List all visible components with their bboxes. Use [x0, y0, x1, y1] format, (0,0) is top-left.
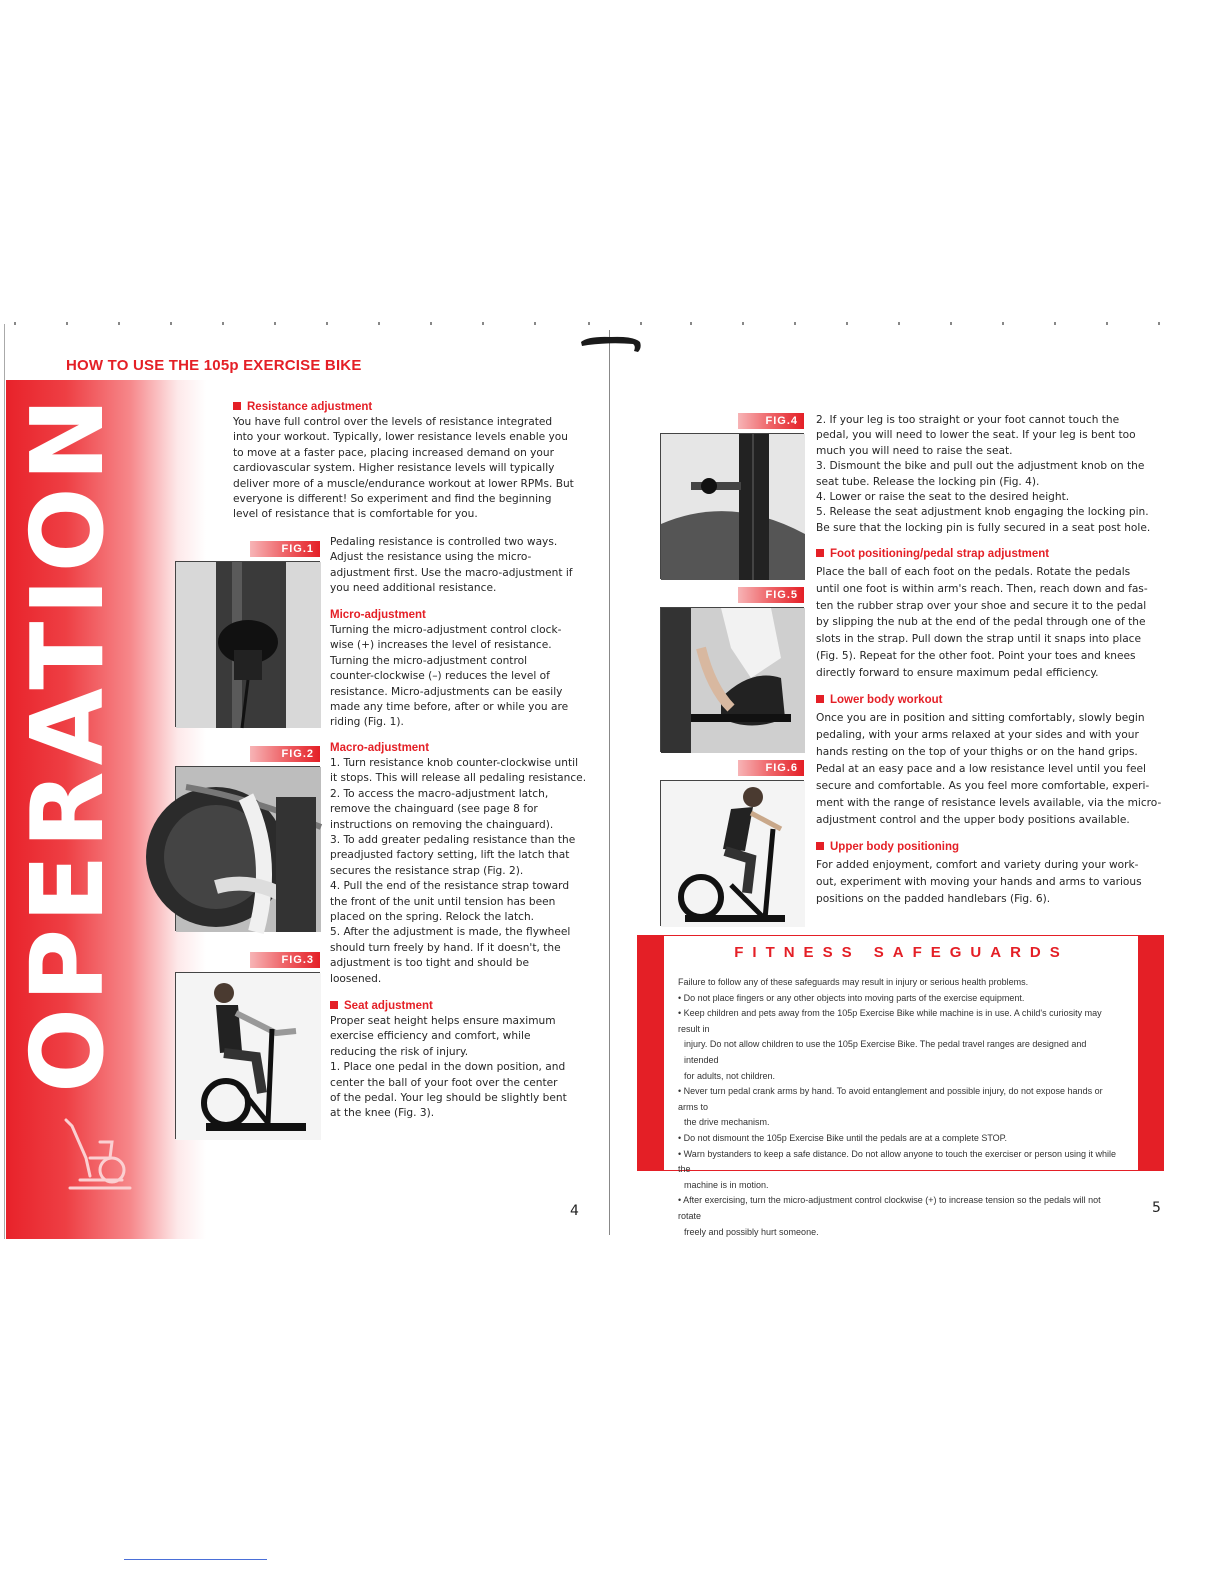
text-line: resistance. Micro-adjustments can be easily	[330, 685, 563, 698]
text-line: 1. Turn resistance knob counter-clockwise until	[330, 757, 579, 769]
pedal-strap-image	[661, 608, 805, 753]
crop-tick	[640, 322, 642, 325]
text-line: directly forward to ensure maximum pedal efficiency.	[816, 666, 1099, 679]
text-line: preadjusted factory setting, lift the latch that	[330, 849, 570, 862]
seat-heading	[330, 1000, 433, 1012]
safeguard-item-cont: for adults, not children.	[684, 1070, 776, 1081]
text-line: Pedaling resistance is controlled two ways.	[330, 536, 558, 548]
pedaling-body	[330, 535, 600, 597]
bullet-square-icon	[816, 549, 824, 557]
text-line: to move at a faster pace, placing increased demand on your	[233, 446, 554, 459]
text-line: counter-clockwise (–) reduces the level of	[330, 670, 550, 683]
crop-tick	[170, 322, 172, 325]
fig1-label: FIG.1	[250, 541, 320, 557]
crop-marks	[0, 322, 1224, 326]
text-line: at the knee (Fig. 3).	[330, 1107, 435, 1120]
text-line: secures the resistance strap (Fig. 2).	[330, 864, 524, 877]
crop-tick	[222, 322, 224, 325]
upper-body-rider-image	[661, 781, 805, 927]
text-line: Adjust the resistance using the micro-	[330, 551, 532, 564]
crop-tick	[588, 322, 590, 325]
macro-body	[330, 756, 605, 987]
lower-body	[816, 710, 1176, 829]
crop-tick	[690, 322, 692, 325]
text-line: (Fig. 5). Repeat for the other foot. Point your toes and knees	[816, 649, 1136, 662]
text-line: 2. To access the macro-adjustment latch,	[330, 787, 549, 800]
macro-heading: Macro-adjustment	[330, 742, 430, 754]
safeguard-item-cont: the drive mechanism.	[684, 1117, 770, 1128]
bullet-square-icon	[816, 842, 824, 850]
micro-body	[330, 623, 600, 731]
upper-body	[816, 857, 1176, 908]
text-line: reducing the risk of injury.	[330, 1045, 469, 1058]
fig4-label: FIG.4	[738, 413, 804, 429]
text-line: by slipping the nub at the end of the pedal through one of the	[816, 616, 1146, 629]
foot-body	[816, 564, 1176, 682]
sidebar-word-text: OPERATION	[9, 391, 126, 1093]
foot-heading	[816, 548, 1049, 560]
seat-post-image	[661, 434, 805, 580]
crop-tick	[66, 322, 68, 325]
safeguard-item-cont: machine is in motion.	[684, 1179, 769, 1190]
crop-tick	[274, 322, 276, 325]
crop-tick	[534, 322, 536, 325]
text-line: instructions on removing the chainguard).	[330, 818, 554, 831]
crop-tick	[742, 322, 744, 325]
crop-tick	[378, 322, 380, 325]
text-line: 1. Place one pedal in the down position, and	[330, 1061, 566, 1074]
fig6-label: FIG.6	[738, 760, 804, 776]
safeguard-item: • Do not place fingers or any other objects into moving parts of the exercise equipment.	[678, 992, 1025, 1003]
safeguard-item: • Never turn pedal crank arms by hand. To avoid entanglement and possible injury, do not expose hands or arms to	[678, 1086, 1103, 1112]
fig3-label: FIG.3	[250, 952, 320, 968]
crop-tick	[326, 322, 328, 325]
crop-tick	[1002, 322, 1004, 325]
safeguard-item-cont: freely and possibly hurt someone.	[684, 1226, 819, 1237]
text-line: 3. To add greater pedaling resistance than the	[330, 834, 576, 847]
crop-tick	[482, 322, 484, 325]
text-line: out, experiment with moving your hands and arms to various	[816, 876, 1142, 888]
text-line: slots in the strap. Pull down the strap until it snaps into place	[816, 633, 1142, 646]
safeguards-intro: Failure to follow any of these safeguards may result in injury or serious health problems.	[678, 977, 1029, 987]
text-line: level of resistance that is comfortable for you.	[233, 508, 478, 521]
text-line: should turn freely by hand. If it doesn't, the	[330, 941, 561, 954]
fig5-label: FIG.5	[738, 587, 804, 603]
text-line: ten the rubber strap over your shoe and secure it to the pedal	[816, 599, 1147, 612]
fig2-photo	[175, 766, 320, 931]
text-line: adjustment is too tight and should be	[330, 957, 529, 970]
text-line: exercise efficiency and comfort, while	[330, 1030, 531, 1043]
crop-tick	[118, 322, 120, 325]
resistance-strap-image	[176, 767, 321, 932]
crop-tick	[950, 322, 952, 325]
crop-tick	[14, 322, 16, 325]
text-line: you need additional resistance.	[330, 582, 497, 595]
resistance-heading	[233, 401, 372, 413]
text-line: secure and comfortable. As you feel more comfortable, experi-	[816, 780, 1150, 792]
micro-heading: Micro-adjustment	[330, 609, 426, 621]
text-line: Be sure that the locking pin is fully secured in a seat post hole.	[816, 521, 1151, 534]
text-line: You have full control over the levels of resistance integrated	[233, 416, 553, 428]
resistance-body	[233, 415, 593, 523]
text-line: until one foot is within arm's reach. Then, reach down and fas-	[816, 582, 1148, 595]
text-line: much you will need to raise the seat.	[816, 444, 1013, 457]
foot-heading-text: Foot positioning/pedal strap adjustment	[830, 548, 1050, 560]
text-line: it stops. This will release all pedaling resistance.	[330, 772, 587, 785]
text-line: wise (+) increases the level of resistance.	[330, 639, 552, 652]
crop-tick	[794, 322, 796, 325]
text-line: made any time before, after or while you are	[330, 701, 569, 714]
resistance-heading-text: Resistance adjustment	[247, 401, 373, 413]
seat-body	[330, 1014, 605, 1122]
bottom-rule	[124, 1559, 267, 1560]
upper-heading	[816, 841, 959, 853]
resistance-knob-image	[176, 562, 321, 728]
text-line: cardiovascular system. Higher resistance levels will typically	[233, 462, 555, 475]
text-line: of the pedal. Your leg should be slightly bent	[330, 1092, 567, 1105]
page-spine	[609, 330, 610, 1235]
safeguards-list	[678, 975, 1123, 1240]
binder-clip-icon	[578, 334, 644, 354]
text-line: adjustment control and the upper body positions available.	[816, 814, 1130, 826]
text-line: positions on the padded handlebars (Fig. 6).	[816, 893, 1051, 905]
text-line: adjustment first. Use the macro-adjustment if	[330, 566, 573, 579]
text-line: Proper seat height helps ensure maximum	[330, 1015, 556, 1027]
safeguard-item-cont: injury. Do not allow children to use the 105p Exercise Bike. The pedal travel ranges are designed and intended	[684, 1039, 1087, 1065]
crop-tick	[1106, 322, 1108, 325]
page-number-left: 4	[570, 1203, 579, 1219]
lower-heading-text: Lower body workout	[830, 694, 943, 706]
crop-tick	[898, 322, 900, 325]
fig2-label: FIG.2	[250, 746, 320, 762]
upper-heading-text: Upper body positioning	[830, 841, 960, 853]
seat-heading-text: Seat adjustment	[344, 1000, 433, 1012]
bullet-square-icon	[816, 695, 824, 703]
crop-tick	[430, 322, 432, 325]
text-line: center the ball of your foot over the center	[330, 1076, 558, 1089]
text-line: into your workout. Typically, lower resistance levels enable you	[233, 431, 568, 444]
lower-heading	[816, 694, 942, 706]
exercise-bike-icon	[60, 1118, 138, 1198]
fig6-photo	[660, 780, 804, 926]
bullet-square-icon	[330, 1001, 338, 1009]
seat-continued-body	[816, 413, 1176, 536]
safeguard-item: • After exercising, turn the micro-adjustment control clockwise (+) to increase tension so the pedals will not rotate	[678, 1195, 1101, 1221]
text-line: 4. Lower or raise the seat to the desired height.	[816, 491, 1070, 504]
text-line: the front of the unit until tension has been	[330, 895, 556, 908]
text-line: everyone is different! So experiment and find the beginning	[233, 493, 552, 506]
text-line: 4. Pull the end of the resistance strap toward	[330, 880, 570, 893]
fig1-photo	[175, 561, 320, 727]
fitness-safeguards-box	[637, 935, 1164, 1237]
text-line: 5. After the adjustment is made, the flywheel	[330, 926, 571, 939]
text-line: pedaling, with your arms relaxed at your sides and with your	[816, 729, 1139, 741]
page-number-right: 5	[1152, 1200, 1161, 1216]
text-line: placed on the spring. Relock the latch.	[330, 911, 535, 924]
bullet-square-icon	[233, 402, 241, 410]
crop-tick	[1158, 322, 1160, 325]
text-line: loosened.	[330, 972, 382, 985]
text-line: 2. If your leg is too straight or your foot cannot touch the	[816, 414, 1120, 426]
safeguard-item: • Keep children and pets away from the 105p Exercise Bike while machine is in use. A child's curiosity may result in	[678, 1008, 1102, 1034]
text-line: deliver more of a muscle/endurance workout at lower RPMs. But	[233, 477, 574, 490]
text-line: pedal, you will need to lower the seat. If your leg is bent too	[816, 429, 1136, 442]
safeguards-title: FITNESS SAFEGUARDS	[734, 944, 1069, 961]
crop-tick	[1054, 322, 1056, 325]
crop-tick	[846, 322, 848, 325]
sidebar-word	[9, 391, 126, 1095]
text-line: Turning the micro-adjustment control clock-	[330, 624, 562, 636]
fig3-photo	[175, 972, 320, 1139]
text-line: Pedal at an easy pace and a low resistance level until you feel	[816, 763, 1146, 775]
rider-seat-image	[176, 973, 321, 1140]
text-line: Once you are in position and sitting comfortably, slowly begin	[816, 712, 1145, 724]
text-line: 5. Release the seat adjustment knob engaging the locking pin.	[816, 506, 1149, 519]
text-line: Place the ball of each foot on the pedals. Rotate the pedals	[816, 566, 1131, 578]
text-line: hands resting on the top of your thighs or on the hand grips.	[816, 746, 1138, 758]
safeguard-item: • Do not dismount the 105p Exercise Bike until the pedals are at a complete STOP.	[678, 1132, 1008, 1143]
fig5-photo	[660, 607, 804, 752]
safeguard-item: • Warn bystanders to keep a safe distance. Do not allow anyone to touch the exerciser or person using it while the	[678, 1148, 1117, 1175]
text-line: riding (Fig. 1).	[330, 716, 404, 729]
text-line: seat tube. Release the locking pin (Fig. 4).	[816, 475, 1040, 488]
text-line: remove the chainguard (see page 8 for	[330, 803, 538, 816]
page-edge	[4, 324, 5, 1239]
page-title: HOW TO USE THE 105p EXERCISE BIKE	[66, 357, 362, 374]
text-line: For added enjoyment, comfort and variety during your work-	[816, 859, 1139, 871]
text-line: 3. Dismount the bike and pull out the adjustment knob on the	[816, 460, 1145, 473]
text-line: ment with the range of resistance levels available, via the micro-	[816, 797, 1162, 809]
text-line: Turning the micro-adjustment control	[330, 654, 528, 667]
fig4-photo	[660, 433, 804, 579]
